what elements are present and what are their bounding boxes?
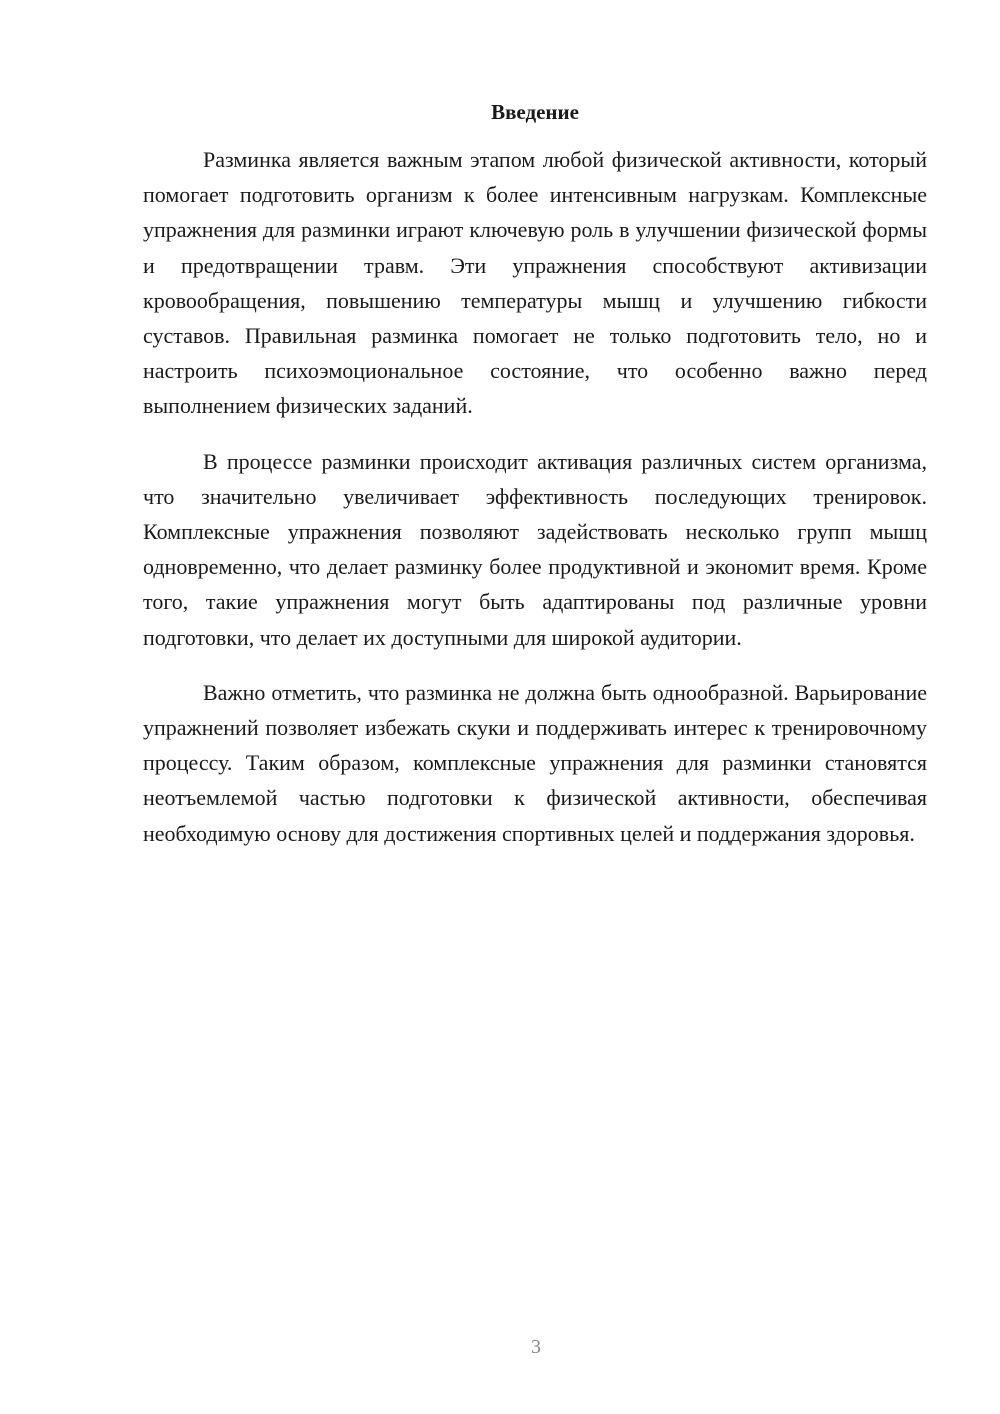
paragraph-3: Важно отметить, что разминка не должна быть однообразной. Варьирование упражнений позволяет избежать скуки и поддерживать интерес к тренировочному процессу. Таким образом, комплексные упражнения для разминки становятся неотъемлемой частью подготовки к физической активности, обеспечивая необходимую основу для достижения спортивных целей и поддержания здоровья. bbox=[143, 679, 927, 846]
body-text bbox=[143, 142, 927, 871]
page-number: 3 bbox=[531, 1336, 541, 1358]
paragraph-2: В процессе разминки происходит активация различных систем организма, что значительно увеличивает эффективность последующих тренировок. Комплексные упражнения позволяют задействовать несколько групп мышц одновременно, что делает разминку более продуктивной и экономит время. Кроме того, такие упражнения могут быть адаптированы под различные уровни подготовки, что делает их доступными для широкой аудитории. bbox=[143, 448, 927, 650]
paragraph-1: Разминка является важным этапом любой физической активности, который помогает подготовить организм к более интенсивным нагрузкам. Комплексные упражнения для разминки играют ключевую роль в улучшении физической формы и предотвращении травм. Эти упражнения способствуют активизации кровообращения, повышению температуры мышц и улучшению гибкости суставов. Правильная разминка помогает не только подготовить тело, но и настроить психоэмоциональное состояние, что особенно важно перед выполнением физических заданий. bbox=[143, 147, 927, 419]
page-title: Введение bbox=[491, 100, 579, 124]
